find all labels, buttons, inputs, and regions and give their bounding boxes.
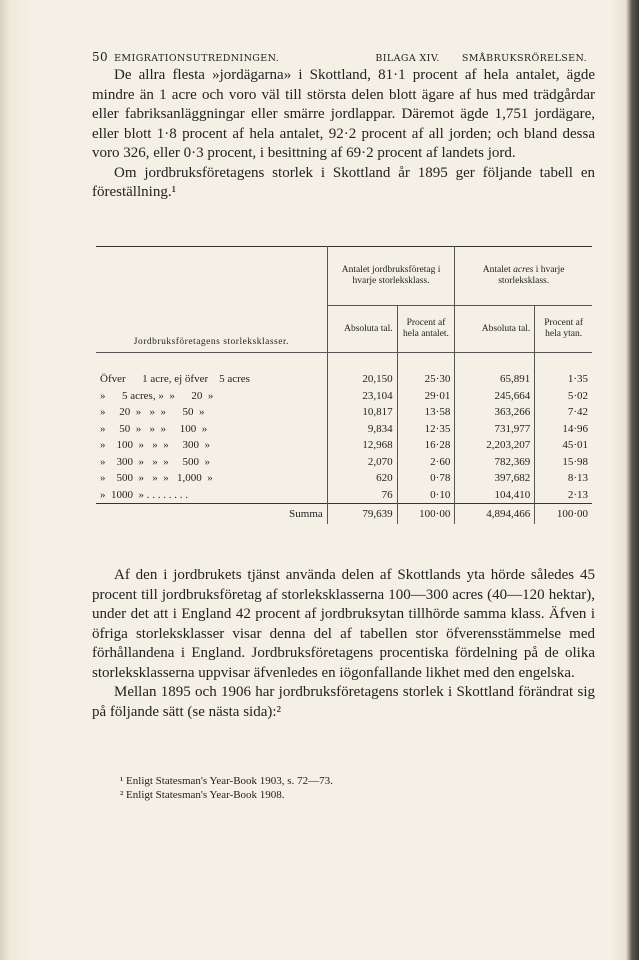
col-percent-acres: Procent af hela ytan. [535, 306, 592, 353]
acres-abs: 397,682 [455, 470, 535, 487]
count-pct: 2·60 [397, 454, 455, 471]
col-percent-count: Procent af hela antalet. [397, 306, 455, 353]
page-number: 50 [92, 50, 109, 64]
size-class: Öfver 1 acre, ej öfver 5 acres [96, 371, 327, 388]
col-absolute-count: Absoluta tal. [327, 306, 397, 353]
table-row [96, 421, 592, 438]
size-class: » 20 » » » 50 » [96, 404, 327, 421]
running-header [92, 50, 587, 64]
table-row [96, 470, 592, 487]
header-text: Antalet [482, 265, 514, 275]
header-text: i hvarje storleksklass. [498, 265, 565, 286]
acres-pct: 5·02 [567, 389, 588, 402]
table-row [96, 437, 592, 454]
acres-pct: 1·35 [567, 373, 588, 386]
count-pct: 12·35 [397, 421, 455, 438]
sum-label: Summa [96, 504, 327, 525]
size-class: » 300 » » » 500 » [96, 454, 327, 471]
acres-pct: 2·13 [567, 488, 588, 501]
header-title-mid: BILAGA XIV. [375, 53, 440, 64]
table-row [96, 371, 592, 388]
acres-pct: 8·13 [567, 472, 588, 485]
footnote: ² Enligt Statesman's Year-Book 1908. [120, 789, 285, 801]
farm-size-table [96, 246, 592, 524]
table-row [96, 454, 592, 471]
sum-acres-abs: 4,894,466 [455, 504, 535, 525]
acres-abs: 782,369 [455, 454, 535, 471]
class-column-header: Jordbruksföretagens storleksklasser. [96, 247, 327, 353]
intro-text [92, 66, 595, 203]
footnote: ¹ Enligt Statesman's Year-Book 1903, s. 72—73. [120, 775, 333, 787]
header-title-right: SMÅBRUKSRÖRELSEN. [461, 53, 587, 64]
footnote-divider [96, 764, 156, 765]
header-title-left: EMIGRATIONSUTREDNINGEN. [114, 53, 280, 64]
count-abs: 23,104 [327, 388, 397, 405]
header-text-italic: acres [513, 265, 534, 275]
sum-count-pct: 100·00 [397, 504, 455, 525]
count-abs: 9,834 [327, 421, 397, 438]
count-abs: 76 [327, 487, 397, 504]
size-class: » 1000 » . . . . . . . . [96, 487, 327, 504]
paragraph: De allra flesta »jordägarna» i Skottland, 81·1 procent af hela antalet, ägde mindre än 1 acre och voro väl till största delen blott ägare af hus med trädgårdar eller fabriksanläggningar eller smärre jordlappar. Däremot ägde 1,751 jordägare, eller blott 1·8 procent af hela antalet, 92·2 procent af all jorden; och bland dessa voro 326, eller 0·3 procent, i besittning af 69·2 procent af landets jord. [92, 67, 595, 161]
group-header-acres [455, 247, 592, 306]
paragraph: Om jordbruksföretagens storlek i Skottland år 1895 ger följande tabell en föreställning.¹ [92, 164, 595, 200]
count-abs: 10,817 [327, 404, 397, 421]
size-class: » 5 acres, » » 20 » [96, 388, 327, 405]
acres-pct: 7·42 [567, 406, 588, 419]
sum-row [96, 504, 592, 525]
acres-abs: 65,891 [455, 371, 535, 388]
count-pct: 25·30 [397, 371, 455, 388]
table-row [96, 388, 592, 405]
count-pct: 16·28 [397, 437, 455, 454]
count-abs: 12,968 [327, 437, 397, 454]
size-class: » 500 » » » 1,000 » [96, 470, 327, 487]
paragraph: Mellan 1895 och 1906 har jordbruksföretagens storlek i Skottland förändrat sig på följande sätt (se nästa sida):² [92, 684, 595, 720]
count-pct: 13·58 [397, 404, 455, 421]
acres-abs: 731,977 [455, 421, 535, 438]
acres-abs: 104,410 [455, 487, 535, 504]
acres-pct: 15·98 [562, 455, 588, 468]
sum-acres-pct: 100·00 [535, 504, 592, 525]
analysis-text [92, 566, 595, 722]
count-pct: 29·01 [397, 388, 455, 405]
count-pct: 0·10 [397, 487, 455, 504]
count-abs: 20,150 [327, 371, 397, 388]
acres-pct: 14·96 [562, 422, 588, 435]
table-row [96, 487, 592, 504]
size-class: » 100 » » » 300 » [96, 437, 327, 454]
paragraph: Af den i jordbrukets tjänst använda delen af Skottlands yta hörde således 45 procent till jordbruksföretag af storleksklasserna 100—300 acres (40—120 hektar), under det att i England 42 procent af jordbruksytan tillhörde samma klass. Äfven i öfriga storleksklasser visar denna del af tabellen stor öfverensstämmelse med förhållandena i England. Jordbruksföretagens procentiska fördelning på de olika storleksklasserna uppvisar äfvenledes en iögonfallande likhet med den engelska. [92, 567, 595, 681]
acres-pct: 45·01 [562, 439, 588, 452]
acres-abs: 245,664 [455, 388, 535, 405]
size-class: » 50 » » » 100 » [96, 421, 327, 438]
count-abs: 2,070 [327, 454, 397, 471]
table-row [96, 404, 592, 421]
sum-count-abs: 79,639 [327, 504, 397, 525]
group-header-count: Antalet jordbruksföretag i hvarje storleksklass. [327, 247, 455, 306]
acres-abs: 363,266 [455, 404, 535, 421]
count-pct: 0·78 [397, 470, 455, 487]
count-abs: 620 [327, 470, 397, 487]
col-absolute-acres: Absoluta tal. [455, 306, 535, 353]
acres-abs: 2,203,207 [455, 437, 535, 454]
